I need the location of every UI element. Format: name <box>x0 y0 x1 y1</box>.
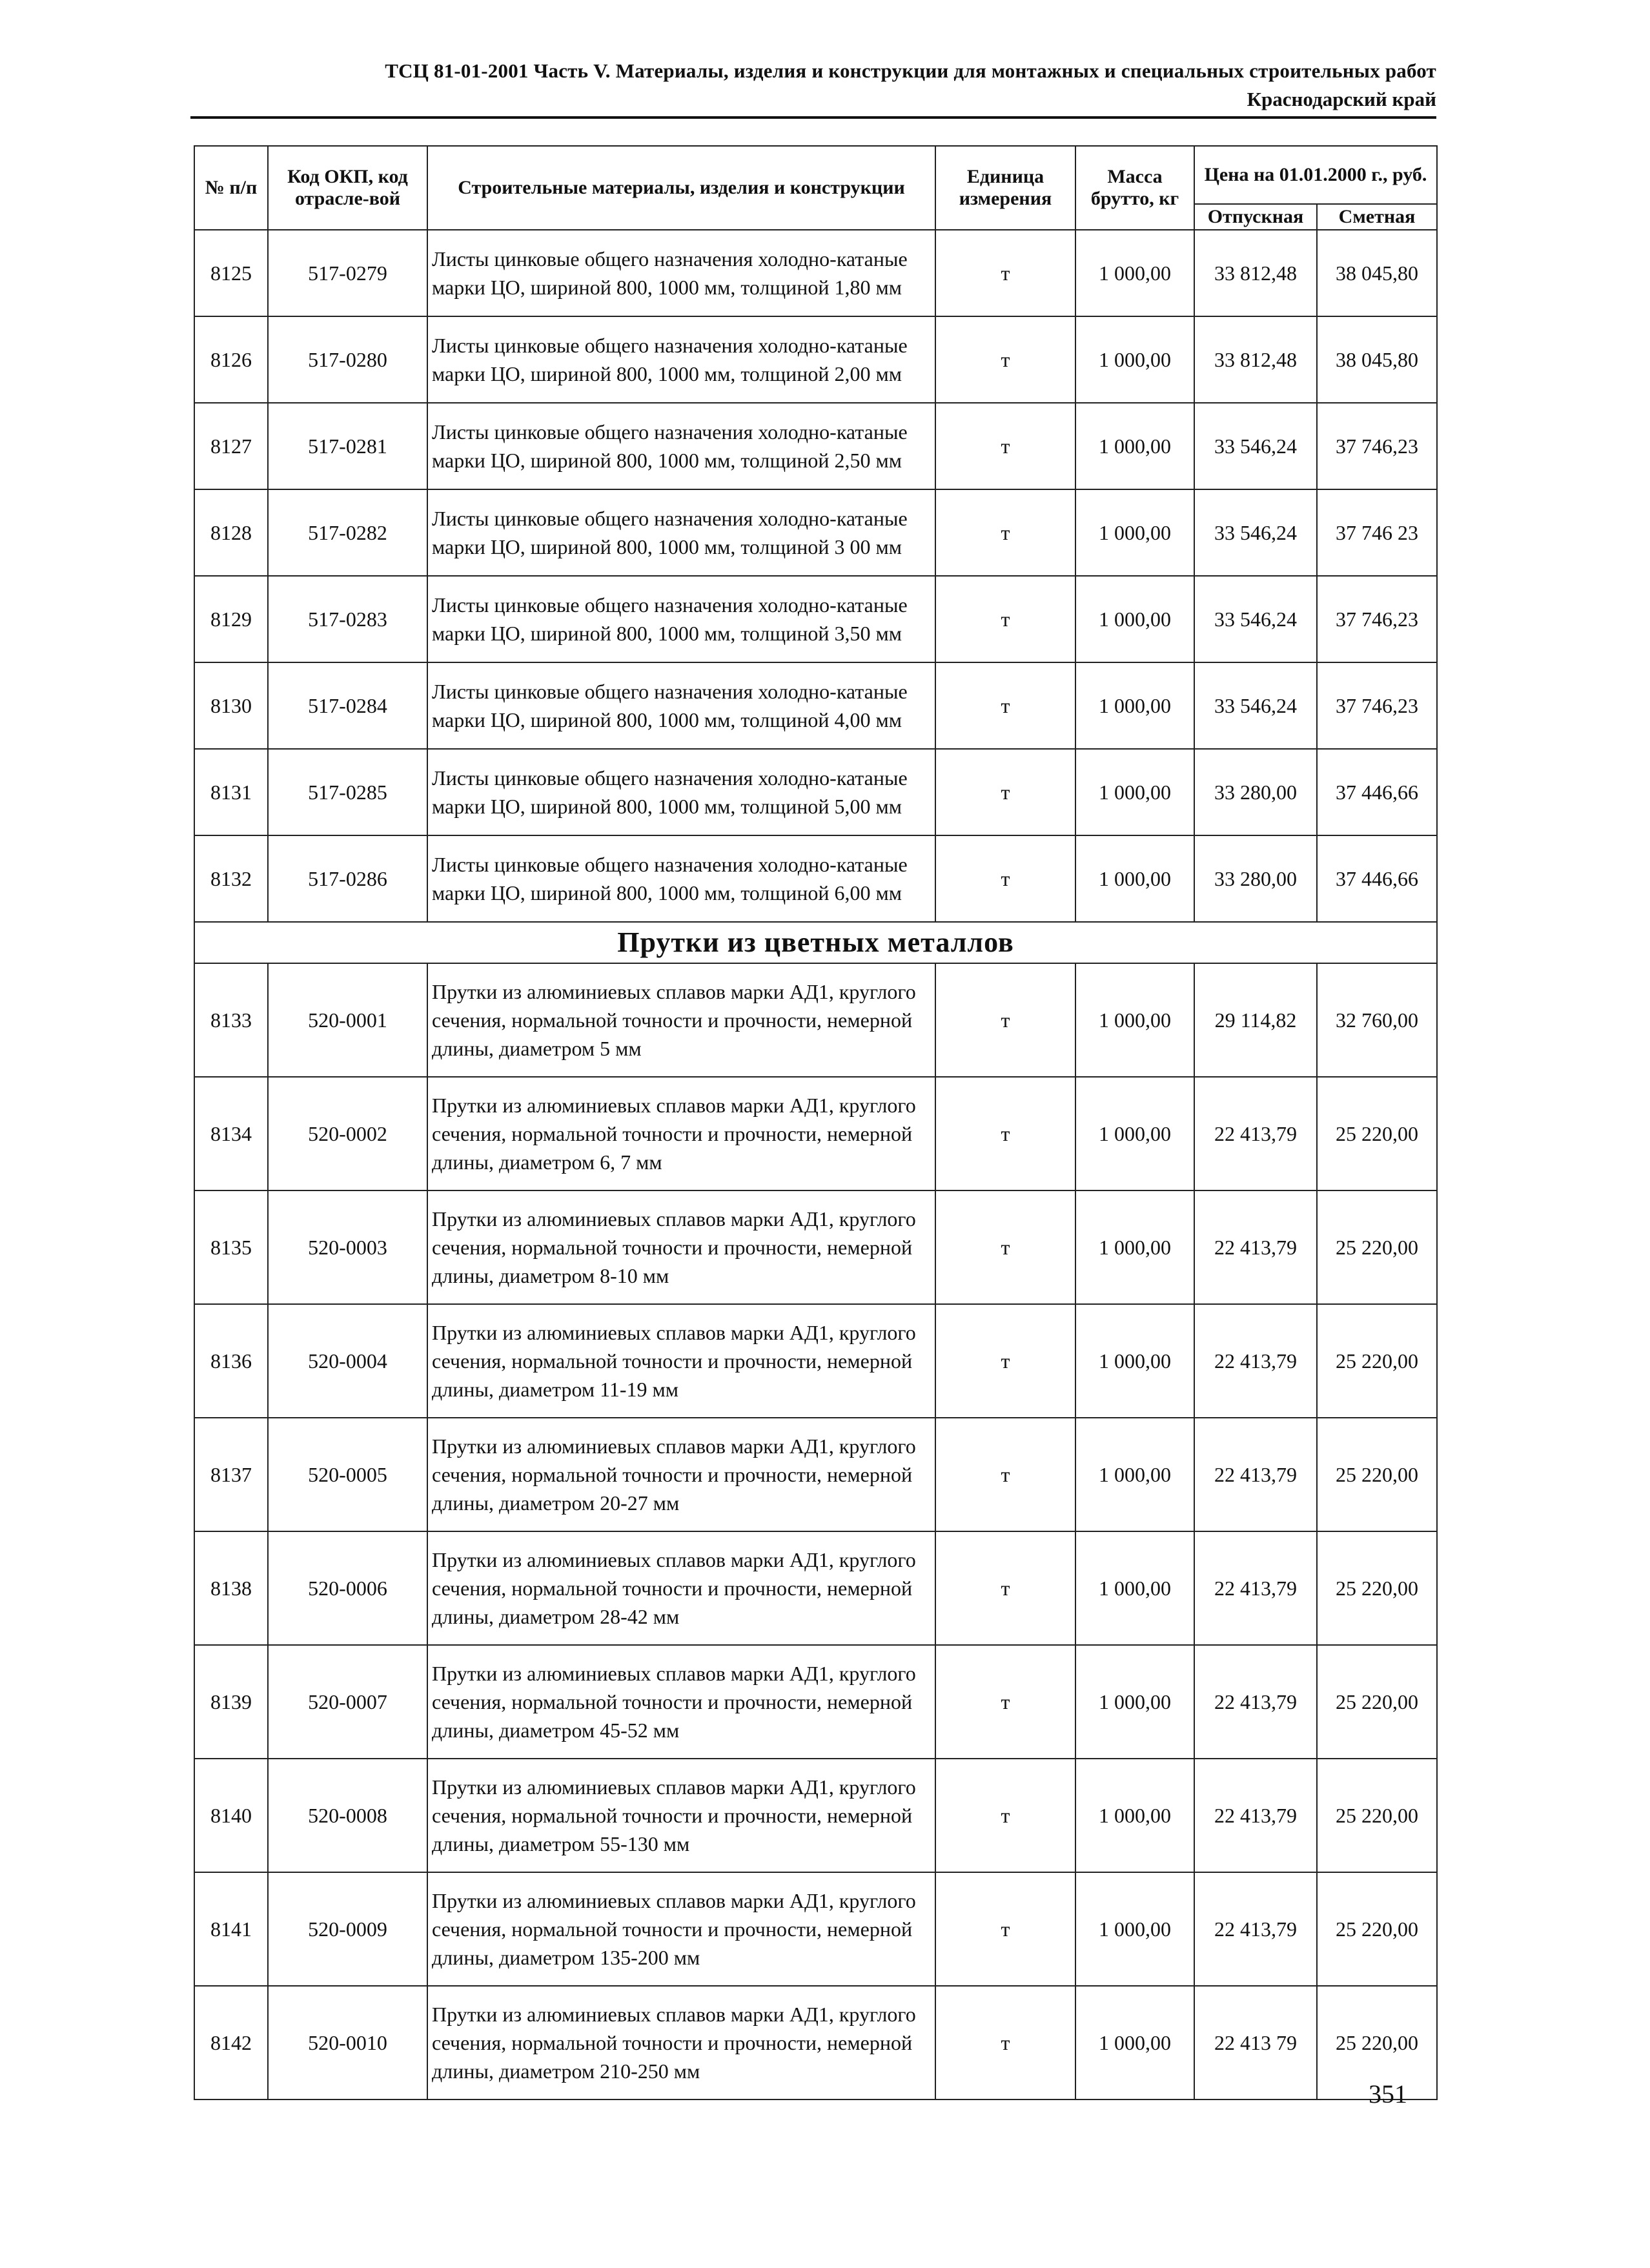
gross-mass: 1 000,00 <box>1075 963 1194 1077</box>
estimate-price: 37 746,23 <box>1317 662 1437 749</box>
release-price: 33 546,24 <box>1194 403 1317 489</box>
release-price: 22 413,79 <box>1194 1531 1317 1645</box>
okp-code: 517-0280 <box>268 316 427 403</box>
section-title: Прутки из цветных металлов <box>194 922 1437 963</box>
material-description: Листы цинковые общего назначения холодно-катаные марки ЦО, шириной 800, 1000 мм, толщиной 4,00 мм <box>427 662 935 749</box>
gross-mass: 1 000,00 <box>1075 1759 1194 1872</box>
okp-code: 517-0283 <box>268 576 427 662</box>
row-number: 8140 <box>194 1759 268 1872</box>
unit-of-measure: т <box>935 1531 1075 1645</box>
okp-code: 520-0005 <box>268 1418 427 1531</box>
material-description: Прутки из алюминиевых сплавов марки АД1, круглого сечения, нормальной точности и прочности, немерной длины, диаметром 8-10 мм <box>427 1190 935 1304</box>
material-description: Листы цинковые общего назначения холодно-катаные марки ЦО, шириной 800, 1000 мм, толщиной 2,00 мм <box>427 316 935 403</box>
gross-mass: 1 000,00 <box>1075 749 1194 835</box>
gross-mass: 1 000,00 <box>1075 1190 1194 1304</box>
material-description: Прутки из алюминиевых сплавов марки АД1, круглого сечения, нормальной точности и прочности, немерной длины, диаметром 11-19 мм <box>427 1304 935 1418</box>
estimate-price: 25 220,00 <box>1317 1190 1437 1304</box>
table-row <box>194 963 1437 1077</box>
okp-code: 520-0001 <box>268 963 427 1077</box>
okp-code: 517-0282 <box>268 489 427 576</box>
okp-code: 517-0284 <box>268 662 427 749</box>
release-price: 22 413,79 <box>1194 1190 1317 1304</box>
table-header-row <box>194 146 1437 204</box>
header-divider <box>190 116 1436 119</box>
release-price: 33 280,00 <box>1194 749 1317 835</box>
table-row <box>194 576 1437 662</box>
unit-of-measure: т <box>935 1872 1075 1986</box>
row-number: 8142 <box>194 1986 268 2099</box>
table-row <box>194 230 1437 316</box>
estimate-price: 38 045,80 <box>1317 230 1437 316</box>
okp-code: 520-0002 <box>268 1077 427 1190</box>
row-number: 8135 <box>194 1190 268 1304</box>
okp-code: 520-0006 <box>268 1531 427 1645</box>
table-body-sheets <box>194 230 1437 922</box>
col-header-price-estimate: Сметная <box>1317 204 1437 230</box>
gross-mass: 1 000,00 <box>1075 489 1194 576</box>
unit-of-measure: т <box>935 1759 1075 1872</box>
gross-mass: 1 000,00 <box>1075 662 1194 749</box>
row-number: 8134 <box>194 1077 268 1190</box>
gross-mass: 1 000,00 <box>1075 835 1194 922</box>
unit-of-measure: т <box>935 835 1075 922</box>
row-number: 8125 <box>194 230 268 316</box>
table-row <box>194 1190 1437 1304</box>
unit-of-measure: т <box>935 662 1075 749</box>
release-price: 33 812,48 <box>1194 316 1317 403</box>
material-description: Прутки из алюминиевых сплавов марки АД1, круглого сечения, нормальной точности и прочности, немерной длины, диаметром 6, 7 мм <box>427 1077 935 1190</box>
okp-code: 517-0285 <box>268 749 427 835</box>
gross-mass: 1 000,00 <box>1075 1531 1194 1645</box>
table-row <box>194 1759 1437 1872</box>
estimate-price: 25 220,00 <box>1317 1531 1437 1645</box>
gross-mass: 1 000,00 <box>1075 1986 1194 2099</box>
table-row <box>194 835 1437 922</box>
release-price: 22 413,79 <box>1194 1418 1317 1531</box>
release-price: 22 413,79 <box>1194 1304 1317 1418</box>
material-description: Листы цинковые общего назначения холодно-катаные марки ЦО, шириной 800, 1000 мм, толщиной 2,50 мм <box>427 403 935 489</box>
unit-of-measure: т <box>935 1986 1075 2099</box>
row-number: 8132 <box>194 835 268 922</box>
estimate-price: 37 446,66 <box>1317 835 1437 922</box>
col-header-price-group: Цена на 01.01.2000 г., руб. <box>1194 146 1437 204</box>
col-header-mass: Масса брутто, кг <box>1075 146 1194 230</box>
okp-code: 520-0008 <box>268 1759 427 1872</box>
table-row <box>194 403 1437 489</box>
material-description: Прутки из алюминиевых сплавов марки АД1, круглого сечения, нормальной точности и прочности, немерной длины, диаметром 20-27 мм <box>427 1418 935 1531</box>
row-number: 8138 <box>194 1531 268 1645</box>
row-number: 8130 <box>194 662 268 749</box>
estimate-price: 37 446,66 <box>1317 749 1437 835</box>
material-description: Прутки из алюминиевых сплавов марки АД1, круглого сечения, нормальной точности и прочности, немерной длины, диаметром 55-130 мм <box>427 1759 935 1872</box>
release-price: 22 413,79 <box>1194 1645 1317 1759</box>
col-header-code: Код ОКП, код отрасле-вой <box>268 146 427 230</box>
table-row <box>194 1418 1437 1531</box>
col-header-price-release: Отпускная <box>1194 204 1317 230</box>
material-description: Листы цинковые общего назначения холодно-катаные марки ЦО, шириной 800, 1000 мм, толщиной 3,50 мм <box>427 576 935 662</box>
material-description: Прутки из алюминиевых сплавов марки АД1, круглого сечения, нормальной точности и прочности, немерной длины, диаметром 210-250 мм <box>427 1986 935 2099</box>
okp-code: 517-0279 <box>268 230 427 316</box>
release-price: 29 114,82 <box>1194 963 1317 1077</box>
release-price: 33 546,24 <box>1194 662 1317 749</box>
material-description: Прутки из алюминиевых сплавов марки АД1, круглого сечения, нормальной точности и прочности, немерной длины, диаметром 45-52 мм <box>427 1645 935 1759</box>
material-description: Прутки из алюминиевых сплавов марки АД1, круглого сечения, нормальной точности и прочности, немерной длины, диаметром 5 мм <box>427 963 935 1077</box>
table-row <box>194 1077 1437 1190</box>
row-number: 8139 <box>194 1645 268 1759</box>
unit-of-measure: т <box>935 1304 1075 1418</box>
unit-of-measure: т <box>935 230 1075 316</box>
material-description: Прутки из алюминиевых сплавов марки АД1, круглого сечения, нормальной точности и прочности, немерной длины, диаметром 135-200 мм <box>427 1872 935 1986</box>
page-number: 351 <box>1369 2079 1407 2109</box>
okp-code: 520-0007 <box>268 1645 427 1759</box>
gross-mass: 1 000,00 <box>1075 576 1194 662</box>
estimate-price: 25 220,00 <box>1317 1759 1437 1872</box>
table-row <box>194 1304 1437 1418</box>
table-section <box>194 922 1437 963</box>
estimate-price: 25 220,00 <box>1317 1872 1437 1986</box>
gross-mass: 1 000,00 <box>1075 230 1194 316</box>
price-table <box>194 145 1438 2100</box>
material-description: Листы цинковые общего назначения холодно-катаные марки ЦО, шириной 800, 1000 мм, толщиной 3 00 мм <box>427 489 935 576</box>
material-description: Листы цинковые общего назначения холодно-катаные марки ЦО, шириной 800, 1000 мм, толщиной 6,00 мм <box>427 835 935 922</box>
okp-code: 520-0004 <box>268 1304 427 1418</box>
document-title: ТСЦ 81-01-2001 Часть V. Материалы, изделия и конструкции для монтажных и специальных строительных работ <box>385 59 1436 82</box>
row-number: 8128 <box>194 489 268 576</box>
material-description: Прутки из алюминиевых сплавов марки АД1, круглого сечения, нормальной точности и прочности, немерной длины, диаметром 28-42 мм <box>427 1531 935 1645</box>
row-number: 8129 <box>194 576 268 662</box>
estimate-price: 38 045,80 <box>1317 316 1437 403</box>
okp-code: 520-0003 <box>268 1190 427 1304</box>
release-price: 33 546,24 <box>1194 576 1317 662</box>
release-price: 33 812,48 <box>1194 230 1317 316</box>
unit-of-measure: т <box>935 316 1075 403</box>
material-description: Листы цинковые общего назначения холодно-катаные марки ЦО, шириной 800, 1000 мм, толщиной 5,00 мм <box>427 749 935 835</box>
unit-of-measure: т <box>935 963 1075 1077</box>
estimate-price: 25 220,00 <box>1317 1077 1437 1190</box>
page-header <box>190 59 1436 111</box>
unit-of-measure: т <box>935 1077 1075 1190</box>
estimate-price: 25 220,00 <box>1317 1986 1437 2099</box>
table-row <box>194 662 1437 749</box>
release-price: 22 413,79 <box>1194 1872 1317 1986</box>
gross-mass: 1 000,00 <box>1075 1418 1194 1531</box>
table-row <box>194 1986 1437 2099</box>
okp-code: 517-0286 <box>268 835 427 922</box>
row-number: 8127 <box>194 403 268 489</box>
release-price: 33 546,24 <box>1194 489 1317 576</box>
estimate-price: 25 220,00 <box>1317 1418 1437 1531</box>
estimate-price: 25 220,00 <box>1317 1304 1437 1418</box>
col-header-unit: Единица измерения <box>935 146 1075 230</box>
row-number: 8136 <box>194 1304 268 1418</box>
row-number: 8137 <box>194 1418 268 1531</box>
section-row <box>194 922 1437 963</box>
unit-of-measure: т <box>935 1645 1075 1759</box>
unit-of-measure: т <box>935 489 1075 576</box>
release-price: 22 413,79 <box>1194 1077 1317 1190</box>
unit-of-measure: т <box>935 403 1075 489</box>
okp-code: 517-0281 <box>268 403 427 489</box>
okp-code: 520-0010 <box>268 1986 427 2099</box>
unit-of-measure: т <box>935 749 1075 835</box>
gross-mass: 1 000,00 <box>1075 1645 1194 1759</box>
row-number: 8131 <box>194 749 268 835</box>
row-number: 8126 <box>194 316 268 403</box>
release-price: 22 413 79 <box>1194 1986 1317 2099</box>
table-row <box>194 1531 1437 1645</box>
unit-of-measure: т <box>935 576 1075 662</box>
unit-of-measure: т <box>935 1418 1075 1531</box>
estimate-price: 37 746,23 <box>1317 576 1437 662</box>
region-label: Краснодарский край <box>1247 88 1436 110</box>
table-row <box>194 749 1437 835</box>
gross-mass: 1 000,00 <box>1075 316 1194 403</box>
okp-code: 520-0009 <box>268 1872 427 1986</box>
estimate-price: 25 220,00 <box>1317 1645 1437 1759</box>
table-row <box>194 489 1437 576</box>
table-row <box>194 1872 1437 1986</box>
table-row <box>194 1645 1437 1759</box>
material-description: Листы цинковые общего назначения холодно-катаные марки ЦО, шириной 800, 1000 мм, толщиной 1,80 мм <box>427 230 935 316</box>
unit-of-measure: т <box>935 1190 1075 1304</box>
estimate-price: 37 746,23 <box>1317 403 1437 489</box>
estimate-price: 32 760,00 <box>1317 963 1437 1077</box>
row-number: 8133 <box>194 963 268 1077</box>
row-number: 8141 <box>194 1872 268 1986</box>
estimate-price: 37 746 23 <box>1317 489 1437 576</box>
table-row <box>194 316 1437 403</box>
release-price: 33 280,00 <box>1194 835 1317 922</box>
table-body-rods <box>194 963 1437 2099</box>
col-header-num: № п/п <box>194 146 268 230</box>
col-header-materials: Строительные материалы, изделия и конструкции <box>427 146 935 230</box>
release-price: 22 413,79 <box>1194 1759 1317 1872</box>
gross-mass: 1 000,00 <box>1075 1304 1194 1418</box>
gross-mass: 1 000,00 <box>1075 1077 1194 1190</box>
gross-mass: 1 000,00 <box>1075 1872 1194 1986</box>
gross-mass: 1 000,00 <box>1075 403 1194 489</box>
